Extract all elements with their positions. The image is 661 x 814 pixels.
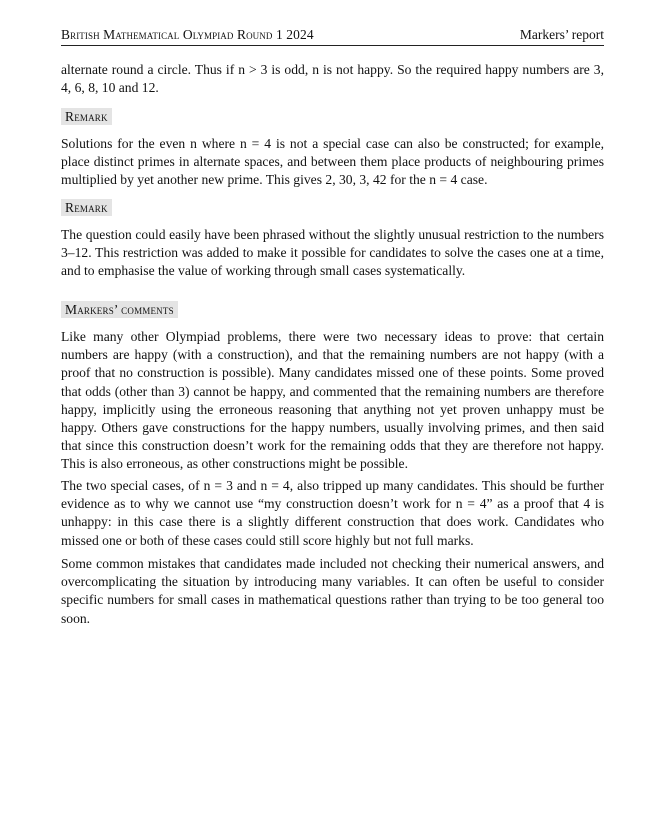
comments-paragraph: Like many other Olympiad problems, there were two necessary ideas to prove: that certain numbers are happy (with a construction), and that the remaining numbers are not happy (with a proof that no construction is possible). Many candidates missed one of these points. Some proved that odds (other than 3) cannot be happy, and commented that the remaining numbers are therefore happy, implicitly using the erroneous reasoning that anything not yet proven unhappy must be happy. Others gave constructions for the happy numbers, usually involving primes, and then said that since this construction doesn’t work for the remaining odds that they are therefore not happy. This is also erroneous, as other constructions might be possible. bbox=[61, 329, 604, 472]
markers-comments-heading: Markers’ comments bbox=[61, 301, 178, 318]
page-header bbox=[61, 27, 604, 46]
remark-heading: Remark bbox=[61, 199, 112, 216]
remark-paragraph: The question could easily have been phrased without the slightly unusual restriction to the numbers 3–12. This restriction was added to make it possible for candidates to solve the cases one at a time, and to emphasise the value of working through small cases systematically. bbox=[61, 227, 604, 279]
comments-paragraph: The two special cases, of n = 3 and n = 4, also tripped up many candidates. This should be further evidence as to why we cannot use “my construction doesn’t work for n = 4” as a proof that 4 is unhappy: in this case there is a slightly different construction that does work. Candidates who missed one or both of these cases could still score highly but not full marks. bbox=[61, 478, 604, 548]
header-title: British Mathematical Olympiad Round 1 2024 bbox=[61, 27, 314, 42]
header-report-label: Markers’ report bbox=[519, 27, 604, 42]
remark-paragraph: Solutions for the even n where n = 4 is not a special case can also be constructed; for example, place distinct primes in alternate spaces, and between them place products of neighbouring primes multiplied by yet another new prime. This gives 2, 30, 3, 42 for the n = 4 case. bbox=[61, 136, 604, 188]
comments-paragraph: Some common mistakes that candidates made included not checking their numerical answers, and overcomplicating the situation by introducing many variables. It can often be useful to consider specific numbers for small cases in mathematical questions rather than trying to be too general too soon. bbox=[61, 556, 604, 626]
remark-heading: Remark bbox=[61, 108, 112, 125]
intro-paragraph: alternate round a circle. Thus if n > 3 is odd, n is not happy. So the required happy numbers are 3, 4, 6, 8, 10 and 12. bbox=[61, 62, 604, 96]
